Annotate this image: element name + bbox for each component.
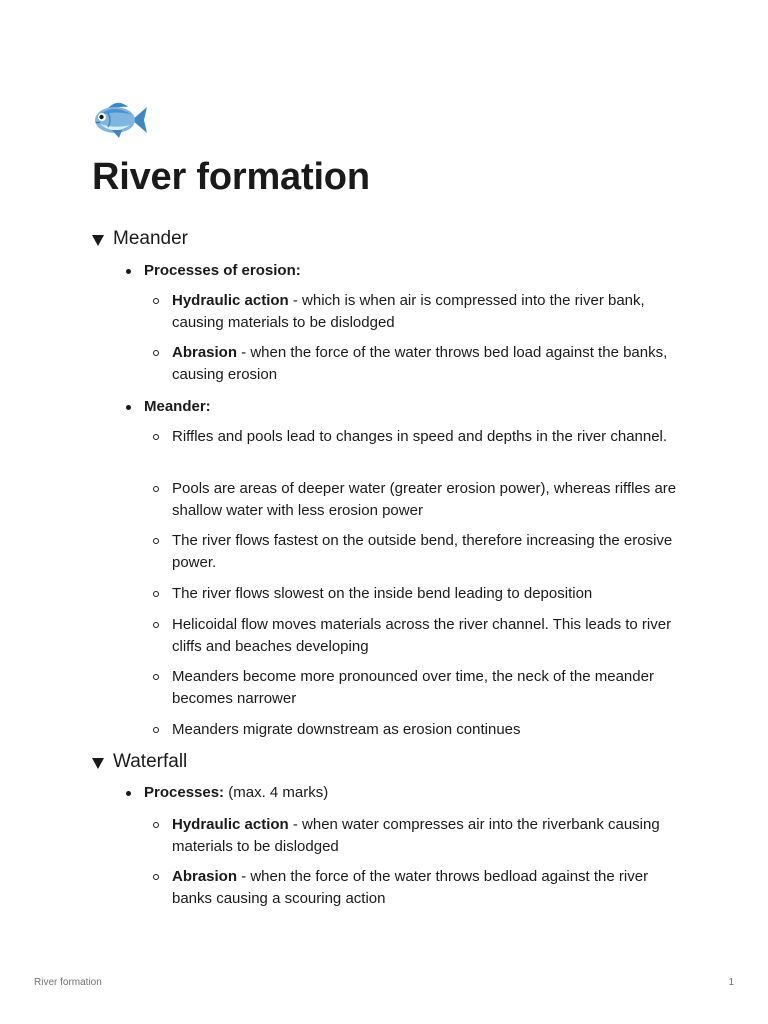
footer-page-number: 1 bbox=[728, 977, 734, 988]
footer-document-name: River formation bbox=[34, 977, 102, 988]
list-item: Pools are areas of deeper water (greater erosion power), whereas riffles are shallow water with less erosion power bbox=[172, 478, 682, 522]
toggle-meander[interactable] bbox=[92, 225, 188, 253]
list-item: Processes of erosion: bbox=[144, 260, 301, 282]
list-item: Meanders migrate downstream as erosion continues bbox=[172, 719, 682, 741]
list-item: Processes: (max. 4 marks) bbox=[144, 782, 328, 804]
list-item: Hydraulic action - which is when air is compressed into the river bank, causing materials to be dislodged bbox=[172, 290, 682, 334]
page-title: River formation bbox=[92, 156, 370, 198]
section-heading: Meander bbox=[113, 228, 188, 249]
list-item: The river flows slowest on the inside bend leading to deposition bbox=[172, 583, 682, 605]
list-item: Hydraulic action - when water compresses air into the riverbank causing materials to be dislodged bbox=[172, 814, 682, 858]
caret-down-icon[interactable] bbox=[92, 758, 104, 769]
caret-down-icon[interactable] bbox=[92, 235, 104, 246]
toggle-waterfall[interactable] bbox=[92, 748, 187, 776]
list-item: Helicoidal flow moves materials across the river channel. This leads to river cliffs and beaches developing bbox=[172, 614, 682, 658]
list-item: Meanders become more pronounced over time, the neck of the meander becomes narrower bbox=[172, 666, 682, 710]
list-item: Abrasion - when the force of the water throws bedload against the river banks causing a scouring action bbox=[172, 866, 682, 910]
list-item: Riffles and pools lead to changes in speed and depths in the river channel. bbox=[172, 426, 682, 448]
list-item: Abrasion - when the force of the water throws bed load against the banks, causing erosion bbox=[172, 342, 682, 386]
list-item: Meander: bbox=[144, 396, 211, 418]
list-item: The river flows fastest on the outside bend, therefore increasing the erosive power. bbox=[172, 530, 682, 574]
fish-icon bbox=[92, 98, 148, 142]
section-heading: Waterfall bbox=[113, 751, 188, 772]
